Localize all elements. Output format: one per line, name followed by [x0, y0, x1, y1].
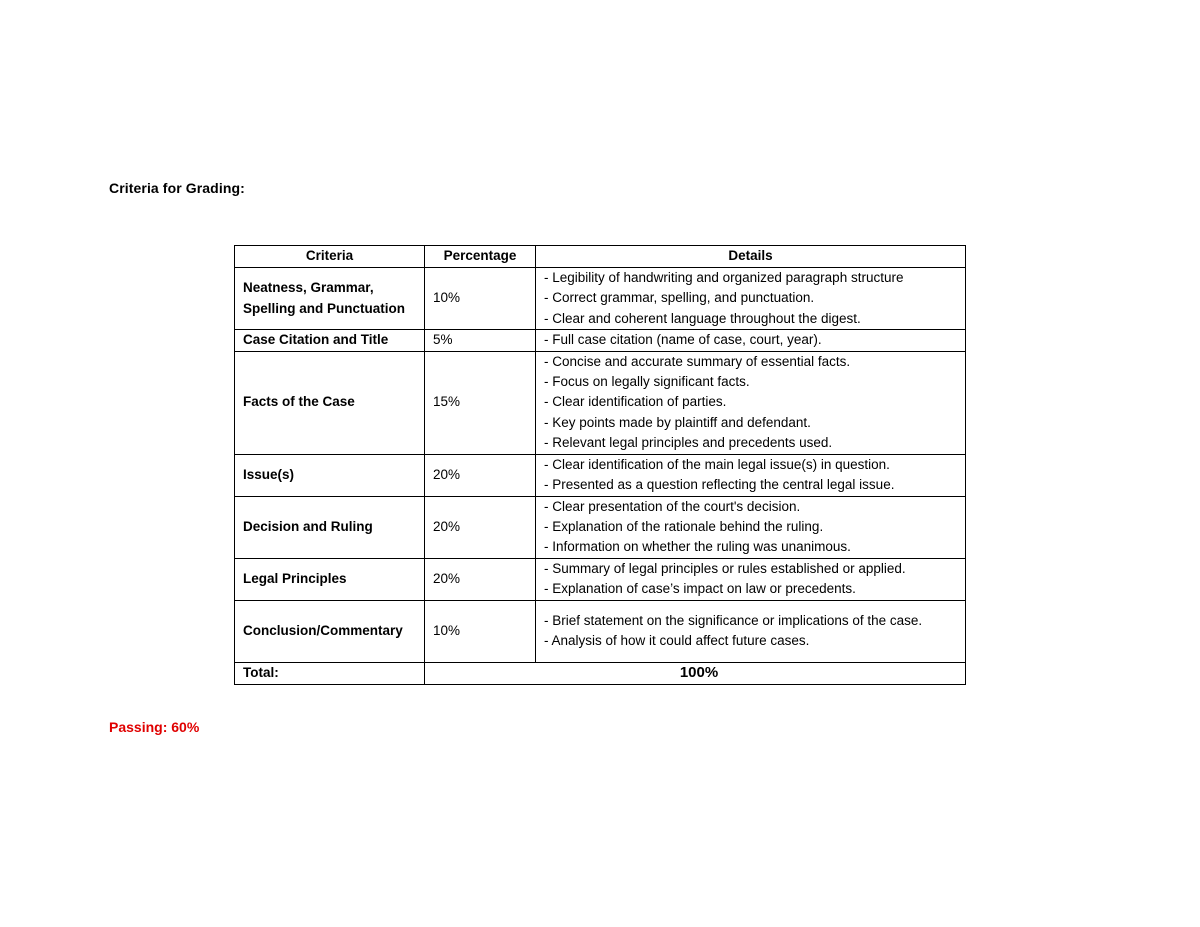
total-value: 100%: [425, 662, 966, 684]
table-header-row: [235, 246, 966, 268]
percentage-cell: 20%: [425, 558, 536, 600]
percentage-cell: 20%: [425, 496, 536, 558]
detail-line: - Concise and accurate summary of essential facts.: [544, 353, 851, 369]
criteria-cell: Conclusion/Commentary: [235, 600, 425, 662]
detail-line: - Analysis of how it could affect future cases.: [544, 633, 810, 649]
percentage-cell: 15%: [425, 351, 536, 454]
details-cell: [536, 496, 966, 558]
details-cell: [536, 600, 966, 662]
detail-line: - Focus on legally significant facts.: [544, 374, 750, 390]
table-row: [235, 496, 966, 558]
detail-line: - Explanation of case’s impact on law or precedents.: [544, 581, 856, 597]
details-cell: [536, 268, 966, 330]
passing-grade: Passing: 60%: [109, 719, 200, 735]
header-criteria: Criteria: [235, 246, 425, 268]
detail-line: - Brief statement on the significance or implications of the case.: [544, 612, 923, 628]
detail-line: - Legibility of handwriting and organized paragraph structure: [544, 270, 904, 285]
table-row: [235, 330, 966, 351]
table-row: [235, 558, 966, 600]
detail-line: - Relevant legal principles and precedents used.: [544, 435, 833, 451]
criteria-cell: Issue(s): [235, 454, 425, 496]
table-row: [235, 351, 966, 454]
grading-criteria-table: [234, 245, 966, 685]
details-cell: [536, 454, 966, 496]
detail-line: - Full case citation (name of case, court, year).: [544, 332, 822, 348]
total-row: [235, 662, 966, 684]
details-cell: [536, 558, 966, 600]
detail-line: - Presented as a question reflecting the central legal issue.: [544, 477, 895, 493]
page-heading: Criteria for Grading:: [109, 180, 245, 196]
percentage-cell: 20%: [425, 454, 536, 496]
detail-line: - Clear and coherent language throughout the digest.: [544, 310, 861, 326]
detail-line: - Clear presentation of the court's decision.: [544, 498, 801, 514]
detail-line: - Information on whether the ruling was unanimous.: [544, 539, 851, 555]
header-details: Details: [536, 246, 966, 268]
criteria-cell: Case Citation and Title: [235, 330, 425, 351]
detail-line: - Explanation of the rationale behind the ruling.: [544, 519, 824, 535]
detail-line: - Key points made by plaintiff and defendant.: [544, 414, 811, 430]
table-row: [235, 454, 966, 496]
header-percentage: Percentage: [425, 246, 536, 268]
detail-line: - Clear identification of parties.: [544, 394, 727, 410]
criteria-cell: Neatness, Grammar, Spelling and Punctuation: [235, 268, 425, 330]
detail-line: - Clear identification of the main legal issue(s) in question.: [544, 456, 890, 472]
details-cell: [536, 330, 966, 351]
percentage-cell: 10%: [425, 600, 536, 662]
detail-line: - Correct grammar, spelling, and punctuation.: [544, 290, 815, 306]
percentage-cell: 5%: [425, 330, 536, 351]
criteria-cell: Facts of the Case: [235, 351, 425, 454]
criteria-cell: Legal Principles: [235, 558, 425, 600]
percentage-cell: 10%: [425, 268, 536, 330]
detail-line: - Summary of legal principles or rules established or applied.: [544, 560, 906, 576]
table-row: [235, 268, 966, 330]
total-label: Total:: [235, 662, 425, 684]
details-cell: [536, 351, 966, 454]
criteria-cell: Decision and Ruling: [235, 496, 425, 558]
table-row: [235, 600, 966, 662]
